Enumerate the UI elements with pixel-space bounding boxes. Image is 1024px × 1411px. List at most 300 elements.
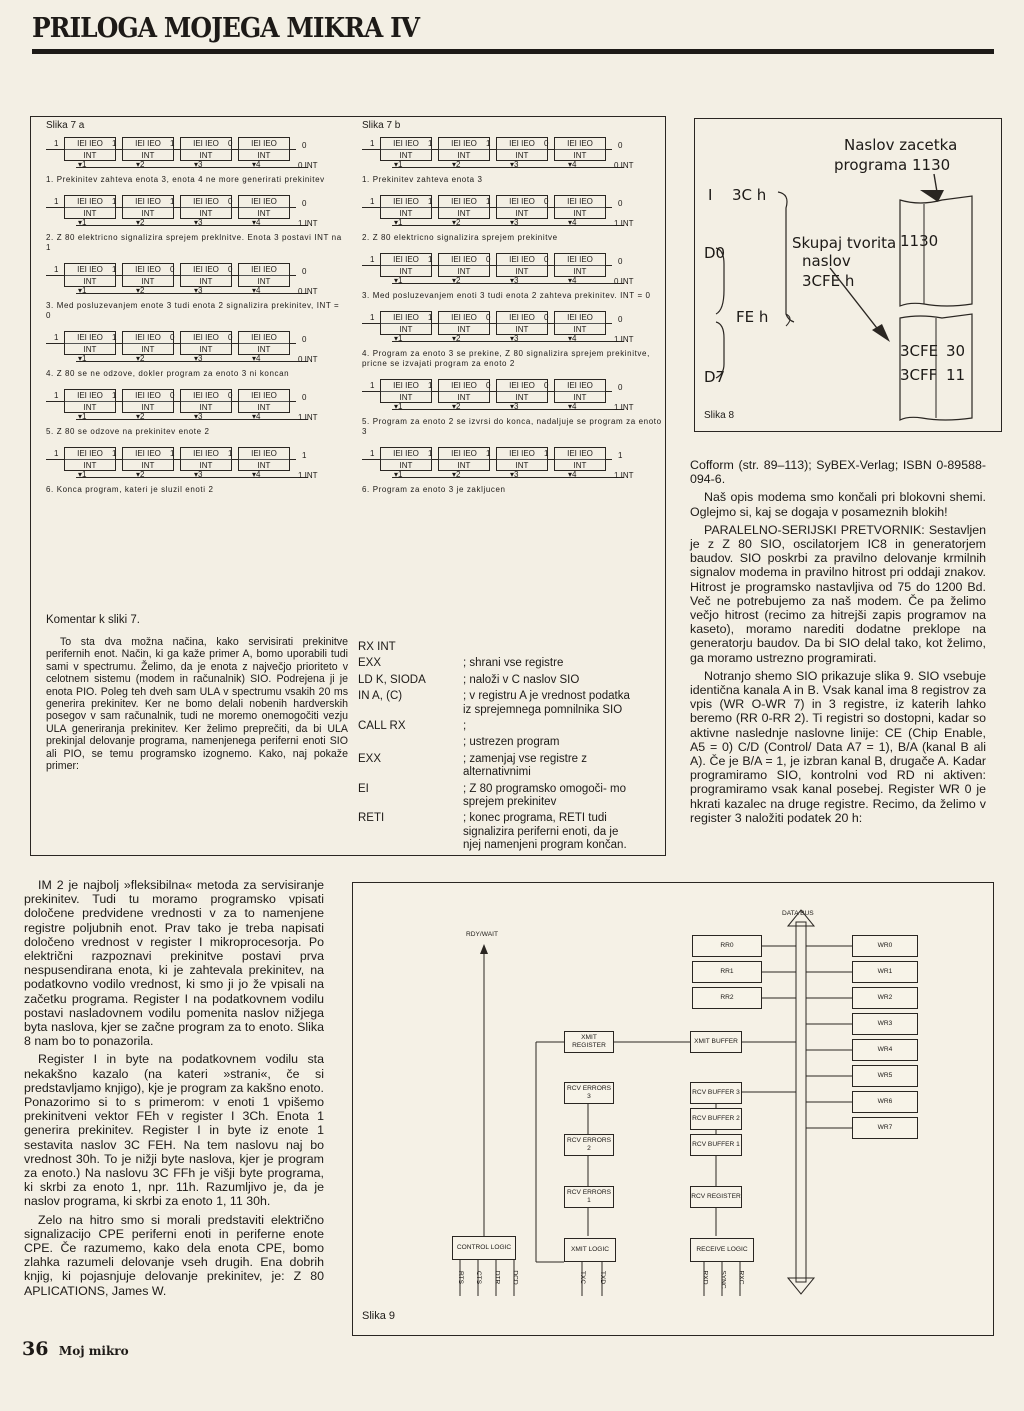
unit-block [554,447,606,471]
fig8-val-1: 30 [946,342,966,360]
iei-ieo-label: IEI IEO [65,332,115,344]
unit-number: ▾3 [194,470,203,479]
iei-ieo-label: IEI IEO [65,138,115,150]
iei-ieo-label: IEI IEO [439,254,489,266]
iei-value: 1 [486,139,491,148]
unit-block [496,253,548,277]
int-label: INT [199,403,213,412]
unit-block [554,311,606,335]
iei-ieo-label: IEI IEO [181,448,231,460]
unit-number: ▾2 [136,286,145,295]
iei-ieo-label: IEI IEO [381,254,431,266]
iei-value: 1 [54,333,59,342]
daisy-chain [46,263,346,297]
unit-number: ▾1 [78,218,87,227]
iei-ieo-label: IEI IEO [239,264,289,276]
fig8-brace-3: 3CFE h [802,272,855,290]
fig9-data-bus-label: DATA BUS [782,910,814,917]
iei-value: 0 [170,333,175,342]
int-state: 1 INT [614,471,634,480]
step-description: 1. Prekinitev zahteva enota 3 [362,175,483,184]
wr3-box [852,1013,918,1035]
pin-txc: TXC [579,1270,587,1285]
unit-number: ▾4 [568,334,577,343]
int-label: INT [573,325,587,334]
iei-ieo-label: IEI IEO [555,312,605,324]
unit-block [380,447,432,471]
iei-ieo-label: IEI IEO [381,448,431,460]
iei-value: 1 [54,265,59,274]
int-label: INT [457,151,471,160]
iei-value: 1 [370,197,375,206]
fig8-heading-2: programa 1130 [834,156,951,174]
unit-number: ▾3 [194,286,203,295]
iei-value: 1 [54,391,59,400]
int-label: INT [399,461,413,470]
int-state: 1 INT [614,403,634,412]
int-label: INT [83,461,97,470]
unit-block [64,331,116,355]
iei-value: 1 [428,313,433,322]
chain-output: 0 [618,257,623,266]
int-state: 1 INT [298,219,318,228]
iei-ieo-label: IEI IEO [123,448,173,460]
code-instruction: LD K, SIODA [358,673,426,686]
iei-value: 1 [170,197,175,206]
unit-block [238,389,290,413]
code-comment: ; zamenjaj vse registre z alternativnimi [463,752,587,779]
int-label: INT [457,461,471,470]
code-line [358,657,638,670]
iei-value: 1 [112,333,117,342]
unit-block [64,195,116,219]
iei-value: 1 [428,449,433,458]
unit-block [122,263,174,287]
unit-block [496,195,548,219]
iei-value: 0 [544,381,549,390]
wr7-box [852,1117,918,1139]
unit-number: ▾2 [452,402,461,411]
left-column-text [24,878,324,1302]
int-line [76,477,308,478]
int-label: INT [83,209,97,218]
komentar-title: Komentar k sliki 7. [46,614,140,626]
iei-ieo-label: IEI IEO [239,196,289,208]
int-label: INT [141,277,155,286]
int-line [392,167,624,168]
chain-output: 0 [302,335,307,344]
komentar-text: To sta dva možna načina, kako servisirati prekinitve perifernih enot. Način, ki ga kaže primer A, bomo uporabili tudi sami v spectrumu. Želimo, da je enota z največjo prioriteto v celotnem sistemu (modem in računalnik) SIO. Podrejena ji je enota PIO. Poleg teh dveh sam ULA v spectrumu vsakih 20 ms generira prekinitev. Ker ne bomo delali nobenih hardverskih posegov v sam računalnik, tudi ne moremo onemogočiti vezju ULA generiranja prekinitev. Ker želimo preprečiti, da bi ULA prekinjal delovanje programa, namenjenega periferni enoti SIO ali PIO, se temu programsko izognemo. Kako, naj pokaže primer: [46,636,348,773]
iei-ieo-label: IEI IEO [181,332,231,344]
iei-ieo-label: IEI IEO [439,448,489,460]
right-column-text [690,458,986,829]
chain-output: 0 [618,383,623,392]
unit-block [380,195,432,219]
unit-block [496,447,548,471]
int-label: INT [257,277,271,286]
int-label: INT [257,209,271,218]
fig8-heading-1: Naslov zacetka [844,136,958,154]
rcv-errors-1-box [564,1186,614,1208]
iei-value: 1 [370,449,375,458]
int-line [392,283,624,284]
int-label: INT [399,393,413,402]
page-number: 36 [22,1338,49,1360]
chain-output: 0 [618,141,623,150]
rcv-register-label: RCV REGISTER [691,1193,741,1200]
iei-value: 1 [170,449,175,458]
unit-block [554,137,606,161]
int-label: INT [199,277,213,286]
unit-block [554,253,606,277]
unit-block [122,447,174,471]
fig8-brace-2: naslov [802,252,851,270]
wr3-label: WR3 [877,1020,893,1027]
xmit-buffer-label: XMIT BUFFER [694,1038,738,1045]
int-line [76,225,308,226]
unit-number: ▾4 [252,470,261,479]
wr1-box [852,961,918,983]
code-comment: ; naloži v C naslov SIO [463,673,580,686]
rcv-buffer-3-box [690,1082,742,1104]
fig8-brace-1: Skupaj tvorita [792,234,897,252]
right-paragraph-2: PARALELNO-SERIJSKI PRETVORNIK: Sestavljen je z Z 80 SIO, oscilatorjem IC8 in generatorjem baudov. SIO poskrbi za pravilno delovanje krmilnih signalov modema in pravilno hitrost pri oddaji znakov. Hitrost je programsko nastavljiva od 75 do 1200 Bd. Več ne potrebujemo za naš modem. Če pa želimo večjo hitrost (recimo za hitrejši zapis programov na kaseto), moramo narediti dodatne preklope na generatorju baudov. Da bi SIO delal tako, kot želimo, ga moramo ustrezno programirati. [690,522,986,665]
iei-ieo-label: IEI IEO [239,138,289,150]
iei-value: 1 [112,449,117,458]
rcv-errors-2-box [564,1134,614,1156]
int-state: 0 INT [614,161,634,170]
figure-7b [362,120,662,495]
fig8-reg-i-value: 3C h [732,186,767,204]
chain-step [46,447,346,495]
iei-value: 1 [428,139,433,148]
unit-number: ▾2 [452,334,461,343]
iei-value: 0 [228,265,233,274]
iei-ieo-label: IEI IEO [239,390,289,402]
iei-value: 0 [544,197,549,206]
daisy-chain [362,137,662,171]
chain-step [362,447,662,495]
unit-block [438,253,490,277]
int-label: INT [515,325,529,334]
int-label: INT [457,209,471,218]
int-label: INT [399,209,413,218]
int-line [76,361,308,362]
iei-ieo-label: IEI IEO [239,332,289,344]
int-label: INT [83,345,97,354]
int-label: INT [141,403,155,412]
step-description: 2. Z 80 elektricno signalizira sprejem preklnitve. Enota 3 postavi INT na 1 [46,233,342,252]
iei-ieo-label: IEI IEO [555,448,605,460]
wr6-box [852,1091,918,1113]
unit-number: ▾2 [136,218,145,227]
unit-number: ▾3 [194,160,203,169]
unit-block [180,447,232,471]
iei-ieo-label: IEI IEO [439,138,489,150]
code-comment: ; [463,720,467,733]
unit-number: ▾3 [510,160,519,169]
int-label: INT [199,461,213,470]
daisy-chain [46,389,346,423]
unit-block [64,137,116,161]
unit-block [122,331,174,355]
step-description: 4. Program za enoto 3 se prekine, Z 80 signalizira sprejem prekinitve, pricne se izvajati program za enoto 2 [362,349,650,368]
unit-number: ▾1 [394,402,403,411]
daisy-chain [362,253,662,287]
fig8-d7: D7 [704,368,726,386]
chain-step [46,263,346,321]
iei-value: 0 [228,391,233,400]
iei-value: 1 [486,197,491,206]
pin-txd: TXD [599,1270,607,1285]
chain-output: 0 [302,199,307,208]
step-description: 2. Z 80 elektricno signalizira sprejem prekinitve [362,233,558,242]
unit-block [122,195,174,219]
unit-block [238,195,290,219]
unit-block [180,137,232,161]
unit-number: ▾3 [510,470,519,479]
iei-value: 0 [544,313,549,322]
unit-number: ▾1 [394,470,403,479]
daisy-chain [362,447,662,481]
unit-block [380,311,432,335]
iei-value: 1 [370,139,375,148]
int-line [76,167,308,168]
unit-number: ▾1 [78,286,87,295]
int-label: INT [457,267,471,276]
rr0-box [692,935,762,957]
code-comment [463,641,638,654]
int-label: INT [83,403,97,412]
chain-step [362,379,662,437]
xmit-buffer-box [690,1031,742,1053]
figure-7a-caption: Slika 7 a [46,120,85,131]
rr1-label: RR1 [720,968,734,975]
chain-output: 1 [618,451,623,460]
left-paragraph-1: IM 2 je najbolj »fleksibilna« metoda za servisiranje prekinitev. Tudi tu moramo programsko vpisati določene predvidene vrednosti v za to namenjene registre poljubnih enot. Prav tako je treba napisati določeno vrednost v register I mikroprocesorja. Po električni razpoznavi prekinitve postavi prva nespusendirana enota, ki je zahtevala prekinitev, na podatkovno vodilo vrednost, ki smo ji jo že vpisali na začetku programa. Register I na podatkovnem vodilu postavi nasladovnem vodilu pomenita naslov nižjega byta naslova, kjer se začne program za to enoto. Slika 8 nam bo to ponazorila. [24,878,324,1049]
iei-ieo-label: IEI IEO [381,138,431,150]
iei-value: 1 [370,381,375,390]
iei-value: 1 [544,449,549,458]
code-line [358,690,638,717]
iei-ieo-label: IEI IEO [555,380,605,392]
wr4-label: WR4 [877,1046,893,1053]
code-comment: ; shrani vse registre [463,657,564,670]
unit-number: ▾2 [452,218,461,227]
int-label: INT [573,267,587,276]
iei-ieo-label: IEI IEO [181,196,231,208]
int-label: INT [515,151,529,160]
unit-block [496,137,548,161]
int-label: INT [257,403,271,412]
unit-number: ▾3 [194,218,203,227]
iei-ieo-label: IEI IEO [123,332,173,344]
int-label: INT [257,151,271,160]
iei-ieo-label: IEI IEO [123,196,173,208]
reference-text: Cofform (str. 89–113); SyBEX-Verlag; ISBN 0-89588-094-6. [690,458,986,487]
iei-ieo-label: IEI IEO [381,380,431,392]
pin-rxd: RXD [701,1270,709,1285]
header-title: PRILOGA MOJEGA MIKRA IV [32,13,420,44]
code-line [358,720,638,733]
fig9-rdy-wait-label: RDY/WAIT [466,931,498,938]
code-comment: ; Z 80 programsko omogoči- mo sprejem prekinitev [463,782,626,809]
unit-number: ▾4 [568,160,577,169]
code-instruction: CALL RX [358,720,406,733]
unit-block [438,137,490,161]
figure-7a [46,120,346,495]
int-label: INT [257,345,271,354]
code-instruction: EXX [358,657,382,670]
iei-value: 0 [486,381,491,390]
fig8-drawing [694,118,1002,432]
rcv-errors-1-label: RCV ERRORS 1 [567,1189,611,1204]
unit-block [64,263,116,287]
step-description: 6. Program za enoto 3 je zakljucen [362,485,506,494]
fig8-fe: FE h [736,308,769,326]
unit-block [238,331,290,355]
unit-number: ▾3 [510,276,519,285]
pin-rxc: RXC [737,1270,745,1285]
iei-value: 0 [544,139,549,148]
iei-value: 0 [170,391,175,400]
iei-ieo-label: IEI IEO [65,196,115,208]
left-paragraph-2: Register I in byte na podatkovnem vodilu sta nekakšno kazalo (na kateri »strani«, če si predstavljamo knjigo), kje je program za kakšno enoto. Ponazorimo si to s primerom: v enoti 1 vpišemo prekinitveni vektor FEh v register I 3Ch. Enota 1 generira prekinitev. Register I in byte iz enote 1 sestavita naslov 3C FEH. Na tem naslovu naj bo vrednost 30h. To je nižji byte naslova, kjer je program za enoto.) Na naslovu 3C FFh je višji byte programa, ki skrbi za enoto 1, npr. 11h. Razumljivo je, da je naslov programa, ki skrbi za enoto 1, 11 30h. [24,1052,324,1209]
chain-step [362,195,662,243]
iei-value: 0 [170,265,175,274]
pin-sync: SYNC [719,1270,727,1289]
chain-step [362,137,662,185]
unit-block [380,379,432,403]
unit-block [64,389,116,413]
fig9-caption: Slika 9 [362,1310,396,1322]
daisy-chain [362,379,662,413]
int-label: INT [399,151,413,160]
iei-value: 0 [486,255,491,264]
fig8-reg-i: I [708,186,713,204]
int-state: 0 INT [298,355,318,364]
chain-output: 1 [302,451,307,460]
int-label: INT [515,209,529,218]
int-state: 1 INT [614,219,634,228]
int-line [76,293,308,294]
unit-number: ▾4 [568,470,577,479]
int-label: INT [457,325,471,334]
chain-output: 0 [618,315,623,324]
unit-number: ▾3 [510,218,519,227]
unit-number: ▾1 [78,160,87,169]
iei-ieo-label: IEI IEO [239,448,289,460]
int-state: 1 INT [614,335,634,344]
right-paragraph-1: Naš opis modema smo končali pri blokovni shemi. Oglejmo si, kaj se dogaja v posameznih blokih! [690,490,986,519]
unit-block [238,137,290,161]
iei-value: 1 [370,255,375,264]
rcv-buffer-1-box [690,1134,742,1156]
rr1-box [692,961,762,983]
step-description: 5. Z 80 se odzove na prekinitev enote 2 [46,427,210,436]
chain-step [46,137,346,185]
iei-value: 1 [228,449,233,458]
unit-number: ▾2 [452,160,461,169]
int-state: 1 INT [298,471,318,480]
int-state: 1 INT [298,413,318,422]
unit-block [180,263,232,287]
unit-number: ▾2 [136,354,145,363]
iei-value: 1 [54,139,59,148]
iei-ieo-label: IEI IEO [381,312,431,324]
unit-block [554,379,606,403]
code-instruction [358,736,463,749]
wr5-box [852,1065,918,1087]
unit-number: ▾1 [394,276,403,285]
wr6-label: WR6 [877,1098,893,1105]
int-label: INT [199,345,213,354]
wr5-label: WR5 [877,1072,893,1079]
int-label: INT [573,151,587,160]
int-line [392,409,624,410]
unit-number: ▾2 [136,470,145,479]
daisy-chain [46,195,346,229]
rcv-errors-3-box [564,1082,614,1104]
code-comment: ; v registru A je vrednost podatka iz sprejemnega pomnilnika SIO [463,690,630,716]
int-label: INT [457,393,471,402]
int-label: INT [573,393,587,402]
pin-cts: CTS [475,1270,483,1285]
int-label: INT [141,209,155,218]
iei-ieo-label: IEI IEO [439,196,489,208]
int-label: INT [515,267,529,276]
unit-block [238,263,290,287]
code-line [358,783,638,810]
unit-block [554,195,606,219]
xmit-logic-box [564,1238,616,1262]
iei-value: 1 [54,449,59,458]
unit-number: ▾1 [394,218,403,227]
unit-block [180,389,232,413]
iei-value: 1 [54,197,59,206]
unit-block [122,389,174,413]
unit-number: ▾1 [78,354,87,363]
unit-number: ▾1 [394,334,403,343]
int-label: INT [515,461,529,470]
daisy-chain [46,447,346,481]
xmit-register-label: XMIT REGISTER [572,1034,606,1049]
right-paragraph-3: Notranjo shemo SIO prikazuje slika 9. SIO vsebuje identična kanala A in B. Vsak kanal ima 8 registrov za vpis (WR O-WR 7) in 3 registre, iz katerih lahko beremo (RR 0-RR 2). Ti registri so dostopni, kadar so aktivne naslednje naslovne linije: CE (Chip Enable, A5 = 0) C/D (Control/ Data A7 = 1), B/A (kanal B ali A). Če je B/A = 1, je izbran kanal B, drugače A. Kadar programiramo SIO, kontrolni vod RD ni aktiven: programiramo vsak kanal posebej. Register WR 0 je hkrati kazalec na druge registre. Recimo, da želimo v register 3 naložiti podatek 20 h: [690,668,986,825]
iei-value: 1 [112,265,117,274]
unit-number: ▾3 [194,354,203,363]
unit-number: ▾2 [136,412,145,421]
iei-ieo-label: IEI IEO [181,138,231,150]
chain-output: 0 [302,267,307,276]
wr2-box [852,987,918,1009]
iei-ieo-label: IEI IEO [123,390,173,402]
step-description: 4. Z 80 se ne odzove, dokler program za enoto 3 ni koncan [46,369,290,378]
magazine-name: Moj mikro [58,1344,129,1358]
code-instruction: EXX [358,752,382,765]
unit-number: ▾1 [394,160,403,169]
code-line [358,674,638,687]
pin-rts: RTS [457,1270,465,1285]
iei-value: 1 [486,449,491,458]
unit-number: ▾1 [78,412,87,421]
unit-number: ▾4 [252,412,261,421]
rcv-buffer-2-box [690,1108,742,1130]
iei-ieo-label: IEI IEO [439,380,489,392]
unit-number: ▾4 [568,402,577,411]
page-header [32,14,994,54]
code-instruction: EI [358,782,369,795]
unit-number: ▾2 [136,160,145,169]
